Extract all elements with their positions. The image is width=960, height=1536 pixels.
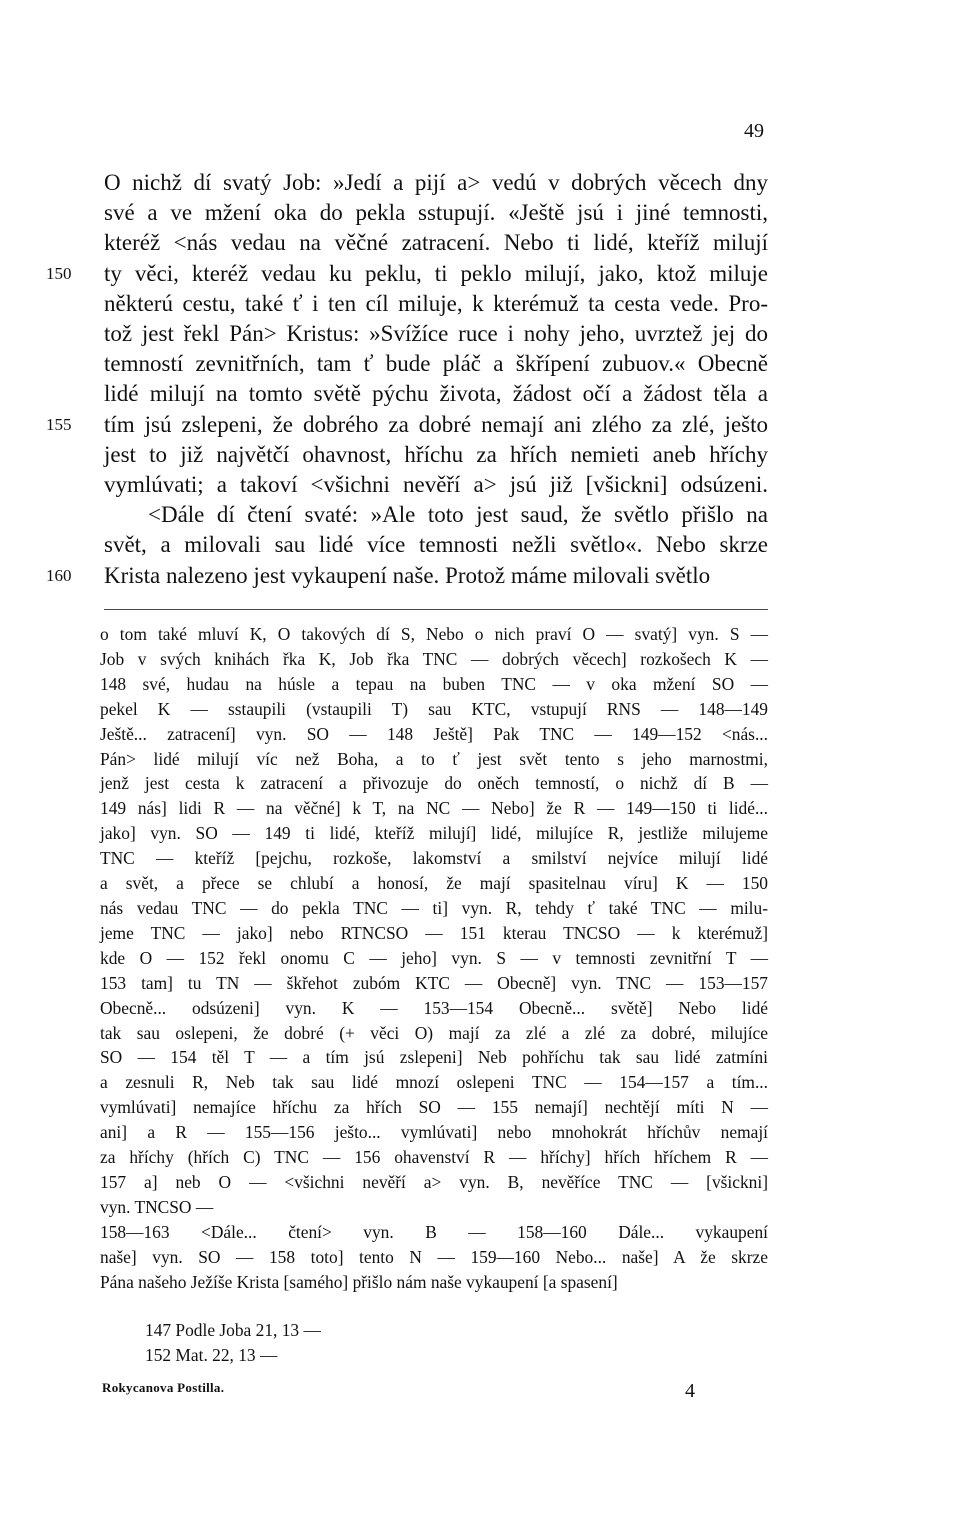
text-line-content: Krista nalezeno jest vykaupení naše. Protož máme milovali světlo [104,562,711,588]
text-line-content: tož jest řekl Pán> Kristus: »Svížíce ruce i nohy jeho, uvrztež jej do [104,321,768,347]
apparatus-line: 149 nás] lidi R — na věčné] k T, na NC — Nebo] že R — 149—150 ti lidé... [100,798,768,819]
source-references [145,1318,321,1367]
text-line-content: jest to již najvětčí ohavnost, hříchu za hřích nemieti aneb hříchy [104,441,768,467]
apparatus-line: TNC — kteříž [pejchu, rozkoše, lakomství a smilství nejvíce milují lidé [100,848,768,869]
apparatus-line: jenž jest cesta k zatracení a přivozuje do oněch temností, o nichž dí B — [100,773,768,794]
line-number: 160 [46,565,72,585]
text-line [104,289,768,319]
text-line-content: lidé milují na tomto světě pýchu života, žádost očí a žádost těla a [104,381,768,407]
text-line-content: <Dále dí čtení svaté: »Ale toto jest saud, že světlo přišlo na [148,502,768,528]
apparatus-line: jako] vyn. SO — 149 ti lidé, kteříž milují] lidé, milujíce R, jestliže milujeme [100,823,768,844]
text-line-content: tím jsú zslepeni, že dobrého za dobré nemají ani zlého za zlé, ješto [104,411,768,437]
apparatus-line: o tom také mluví K, O takových dí S, Nebo o nich praví O — svatý] vyn. S — [100,624,768,644]
apparatus-line: nás vedau TNC — do pekla TNC — ti] vyn. R, tehdy ť také TNC — milu- [100,897,768,918]
line-number: 150 [46,263,72,283]
text-line-content: kteréž <nás vedau na věčné zatracení. Nebo ti lidé, kteříž milují [104,230,768,256]
text-line [104,440,768,470]
apparatus-line: pekel K — sstaupili (vstaupili T) sau KTC, vstupují RNS — 148—149 [100,698,768,719]
apparatus-line: 157 a] neb O — <všichni nevěří a> vyn. B, nevěříce TNC — [všickni] [100,1171,768,1192]
apparatus-line: Obecně... odsúzeni] vyn. K — 153—154 Obecně... světě] Nebo lidé [100,997,768,1018]
text-line [104,349,768,379]
apparatus-line: Ještě... zatracení] vyn. SO — 148 Ještě] Pak TNC — 149—152 <nás... [100,723,768,744]
apparatus-line: naše] vyn. SO — 158 toto] tento N — 159—160 Nebo... naše] A že skrze [100,1246,768,1267]
reference-line: 152 Mat. 22, 13 — [145,1344,278,1365]
text-line-content: vymlúvati; a takoví <všichni nevěří a> jsú již [všickni] odsúzeni. [104,472,768,498]
apparatus-line: vymlúvati] nemajíce hříchu za hřích SO — 155 nemají] nechtějí míti N — [100,1097,768,1118]
text-line [104,379,768,409]
apparatus-line: Job v svých knihách řka K, Job řka TNC — dobrých věcech] rozkošech K — [100,648,768,669]
apparatus-line: 153 tam] tu TN — škřehot zubóm KTC — Obecně] vyn. TNC — 153—157 [100,972,768,993]
text-line [104,530,768,560]
text-line [104,470,768,500]
critical-apparatus [100,622,768,1294]
text-line [104,198,768,228]
text-line-content: O nichž dí svatý Job: »Jedí a pijí a> vedú v dobrých věcech dny [104,170,768,195]
apparatus-line: ani] a R — 155—156 ješto... vymlúvati] nebo mnohokrát hříchův nemají [100,1122,768,1143]
line-number: 155 [46,414,72,434]
text-line [46,561,768,591]
apparatus-line: kde O — 152 řekl onomu C — jeho] vyn. S — v temnosti zevnitřní T — [100,947,768,968]
text-line-content: temností zevnitřních, tam ť bude pláč a škřípení zubuov.« Obecně [104,351,768,377]
signature-line: Rokycanova Postilla. [102,1380,225,1395]
text-line-content: svět, a milovali sau lidé více temnosti nežli světlo«. Nebo skrze [104,532,768,558]
text-line-content: své a ve mžení oka do pekla sstupují. «Ještě jsú i jiné temnosti, [104,200,768,226]
apparatus-line: SO — 154 těl T — a tím jsú zslepeni] Neb pohříchu tak sau lidé zatmíni [100,1047,768,1068]
apparatus-line: jeme TNC — jako] nebo RTNCSO — 151 kterau TNCSO — k kterémuž] [100,922,768,943]
apparatus-line: a svět, a přece se chlubí a honosí, že mají spasitelnau víru] K — 150 [100,873,768,894]
footnote-divider [104,609,768,610]
text-line [46,410,768,440]
apparatus-line: Pán> lidé milují víc než Boha, a to ť jest svět tento s jeho marnostmi, [100,748,768,769]
apparatus-line: vyn. TNCSO — [100,1196,214,1217]
text-line [104,168,768,198]
reference-line: 147 Podle Joba 21, 13 — [145,1320,321,1340]
text-line [46,259,768,289]
text-line-content: některú cestu, také ť i ten cíl miluje, k kterémuž ta cesta vede. Pro- [104,290,768,316]
text-line [104,500,768,530]
apparatus-line: 158—163 <Dále... čtení> vyn. B — 158—160 Dále... vykaupení [100,1221,768,1242]
apparatus-line: za hříchy (hřích C) TNC — 156 ohavenství R — hříchy] hřích hříchem R — [100,1147,768,1168]
text-line [104,319,768,349]
apparatus-line: 148 své, hudau na húsle a tepau na buben TNC — v oka mžení SO — [100,673,768,694]
apparatus-line: Pána našeho Ježíše Krista [samého] přišlo nám naše vykaupení [a spasení] [100,1271,618,1292]
apparatus-line: a zesnuli R, Neb tak sau lidé mnozí oslepeni TNC — 154—157 a tím... [100,1072,768,1093]
signature-mark: 4 [685,1380,695,1402]
text-line-content: ty věci, kteréž vedau ku peklu, ti peklo milují, jako, ktož miluje [104,260,768,286]
text-line [104,228,768,258]
page-number: 49 [744,120,764,142]
apparatus-line: tak sau oslepeni, že dobré (+ věci O) mají za zlé a zlé za dobré, milujíce [100,1022,768,1043]
main-text [46,168,768,591]
